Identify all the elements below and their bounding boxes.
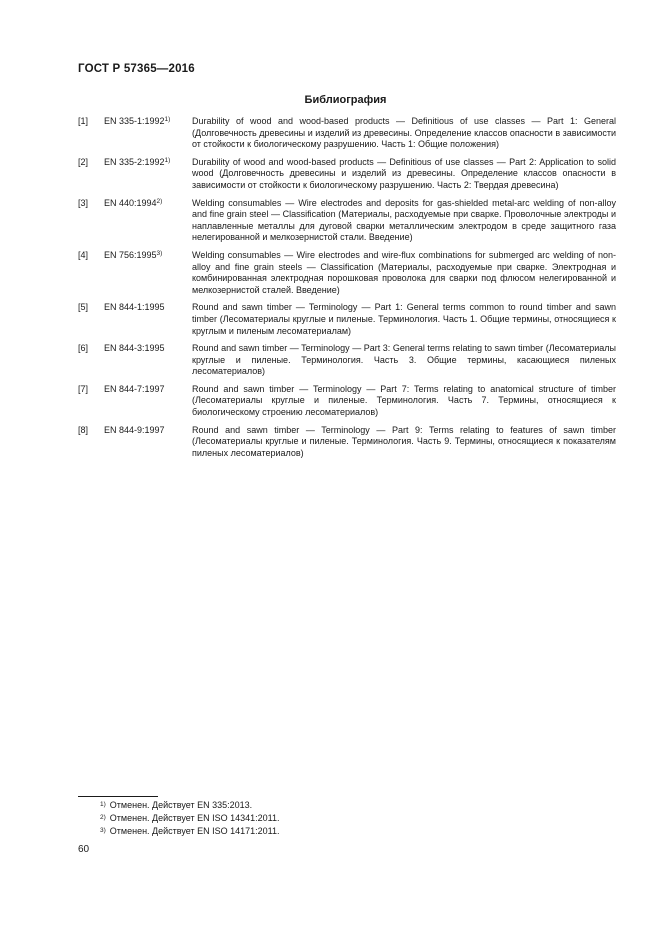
entry-code: EN 335-1:1992$^{1)}$ <box>104 116 171 126</box>
footnote-ref: 2) <box>156 197 163 205</box>
entry-text: Round and sawn timber — Terminology — Part 9: Terms relating to features of sawn timber (Лесоматериалы круглые и пиленые. Терминология. Часть 9. Термины, относящиеся к показателям пиленых лесоматериалов) <box>192 424 616 458</box>
entry-number: [8] <box>78 424 89 435</box>
entry-text: Durability of wood and wood-based products — Definitious of use classes — Part 2: Application to solid wood (Долговечность древесины и изделий из древесины. Определение классов опасности в зависимости от стойкости к биологическому разрушению. Часть 2: Твердая древесина) <box>192 156 616 190</box>
entry-text: Welding consumables — Wire electrodes and wire-flux combinations for submerged arc welding of non-alloy and fine grain steels — Classification (Материалы, расходуемые при сварке. Электродная и комбинированная электродная порошковая проволока для сварки под флюсом нелегированной и мелкозернистой сталей. Введение) <box>192 249 616 295</box>
bibliography-entry <box>78 302 616 337</box>
entry-text: Durability of wood and wood-based products — Definitious of use classes — Part 1: General (Долговечность древесины и изделий из древесины. Определение классов опасности в зависимости от стойкости к биологическому разрушению. Часть 1: Общие положения) <box>192 116 616 150</box>
entry-number: [5] <box>78 302 89 313</box>
footnote-ref: 1) <box>164 156 171 164</box>
entry-code: EN 440:1994$^{2)}$ <box>104 197 163 208</box>
entry-number: [3] <box>78 197 89 208</box>
entry-text: Welding consumables — Wire electrodes and deposits for gas-shielded metal-arc welding of non-alloy and fine grain steel — Classification (Материалы, расходуемые при сварке. Проволочные электроды и наплавленные металлы для дуговой сварки металлическим электродом в среде защитного газа нелегированной и мелкозернистой стали. Введение) <box>192 197 616 243</box>
entry-number: [4] <box>78 249 89 260</box>
entry-code: EN 844-3:1995 <box>104 343 165 354</box>
footnote: $^{2)}$ Отменен. Действует EN ISO 14341:2011. <box>100 813 280 823</box>
entry-code: EN 844-9:1997 <box>104 424 165 435</box>
bibliography-list <box>78 116 616 465</box>
entry-code: EN 844-1:1995 <box>104 302 165 313</box>
entry-text: Round and sawn timber — Terminology — Part 7: Terms relating to anatomical structure of timber (Лесоматериалы круглые и пиленые. Терминология. Часть 7. Термины, относящиеся к биологическому строению лесоматериалов) <box>192 383 616 418</box>
entry-number: [1] <box>78 116 89 126</box>
footnote: $^{3)}$ Отменен. Действует EN ISO 14171:2011. <box>100 826 280 836</box>
bibliography-entry <box>78 384 616 419</box>
bibliography-entry <box>78 343 616 378</box>
entry-number: [2] <box>78 156 89 167</box>
bibliography-entry <box>78 250 616 296</box>
footnote-mark: 2) <box>100 814 106 821</box>
section-title: Библиография <box>304 94 387 106</box>
entry-number: [6] <box>78 343 89 354</box>
entry-code: EN 756:1995$^{3)}$ <box>104 249 163 260</box>
footnote-divider <box>78 796 158 797</box>
entry-code: EN 844-7:1997 <box>104 383 165 394</box>
page-number: 60 <box>78 844 90 855</box>
document-header: ГОСТ Р 57365—2016 <box>78 63 195 75</box>
footnote-mark: 1) <box>100 801 106 808</box>
entry-text: Round and sawn timber — Terminology — Part 1: General terms common to round timber and sawn timber (Лесоматериалы круглые и пиленые. Терминология. Часть 1. Общие термины, относящиеся к круглым и пиленым лесоматериалам) <box>192 302 616 336</box>
entry-number: [7] <box>78 383 89 394</box>
entry-text: Round and sawn timber — Terminology — Part 3: General terms relating to sawn timber (Лесоматериалы круглые и пиленые. Терминология. Часть 3. Общие термины, касающиеся пиленых лесоматериалов) <box>192 343 616 377</box>
footnote: $^{1)}$ Отменен. Действует EN 335:2013. <box>100 800 253 810</box>
bibliography-entry <box>78 157 616 192</box>
footnote-ref: 1) <box>164 116 171 123</box>
footnote-mark: 3) <box>100 827 106 834</box>
bibliography-entry <box>78 116 616 151</box>
footnote-ref: 3) <box>156 249 163 257</box>
entry-code: EN 335-2:1992$^{1)}$ <box>104 156 171 167</box>
bibliography-entry <box>78 425 616 460</box>
bibliography-entry <box>78 198 616 244</box>
